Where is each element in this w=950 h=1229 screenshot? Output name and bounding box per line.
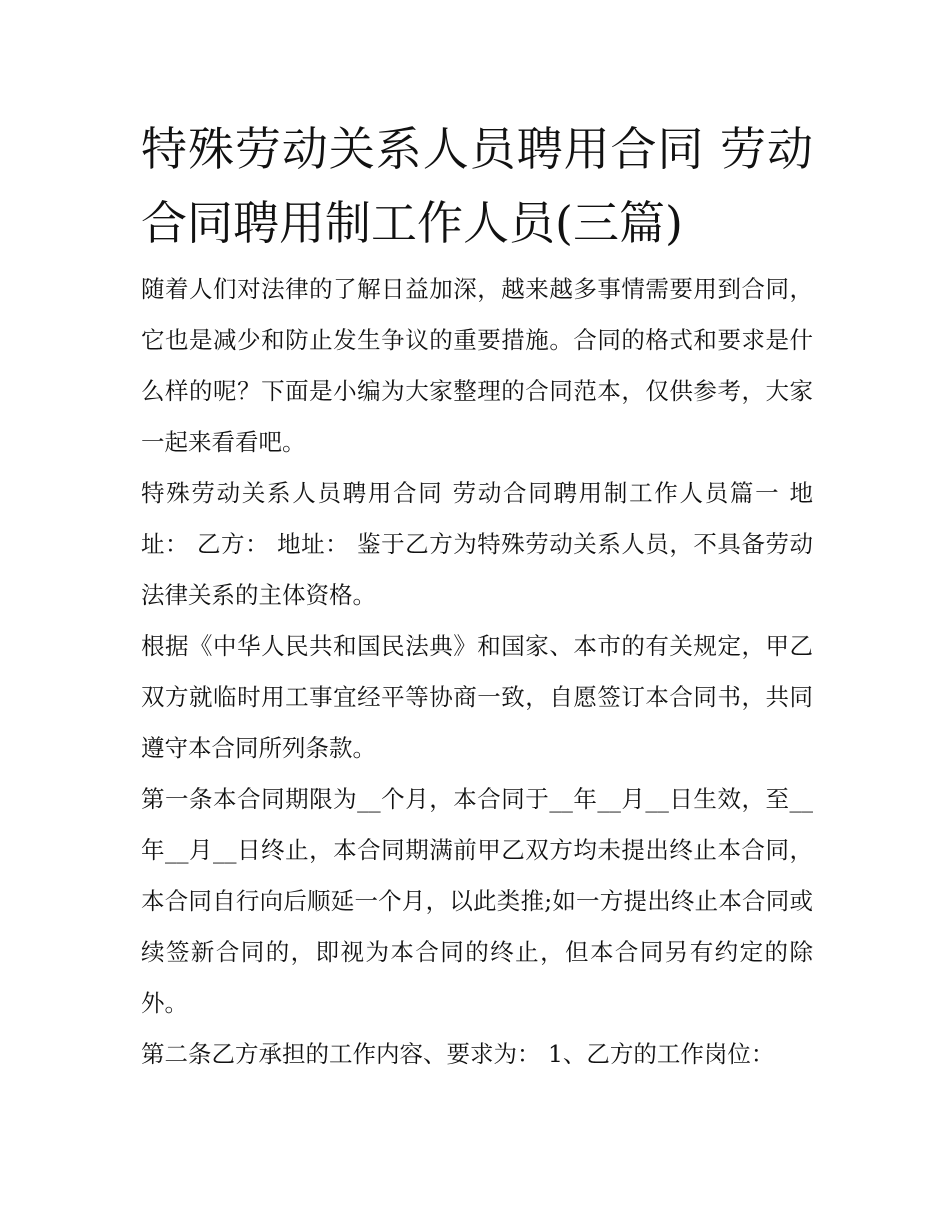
document-title: 特殊劳动关系人员聘用合同 劳动合同聘用制工作人员(三篇) (141, 122, 813, 250)
paragraph-intro: 随着人们对法律的了解日益加深，越来越多事情需要用到合同，它也是减少和防止发生争议的重要措施。合同的格式和要求是什么样的呢？下面是小编为大家整理的合同范本，仅供参考，大家一起来看看吧。 (141, 275, 813, 456)
paragraph-section-heading: 特殊劳动关系人员聘用合同 劳动合同聘用制工作人员篇一 地址： 乙方： 地址： 鉴于乙方为特殊劳动关系人员，不具备劳动法律关系的主体资格。 (141, 479, 813, 609)
paragraph-article-1: 第一条本合同期限为__个月，本合同于__年__月__日生效，至__年__月__日终止，本合同期满前甲乙双方均未提出终止本合同，本合同自行向后顺延一个月，以此类推;如一方提出终止本合同或续签新合同的，即视为本合同的终止，但本合同另有约定的除外。 (141, 785, 813, 1017)
paragraph-article-2: 第二条乙方承担的工作内容、要求为： 1、乙方的工作岗位： (141, 1040, 775, 1068)
paragraph-legal-basis: 根据《中华人民共和国民法典》和国家、本市的有关规定，甲乙双方就临时用工事宜经平等协商一致，自愿签订本合同书，共同遵守本合同所列条款。 (141, 632, 813, 762)
document-body (141, 112, 813, 1080)
